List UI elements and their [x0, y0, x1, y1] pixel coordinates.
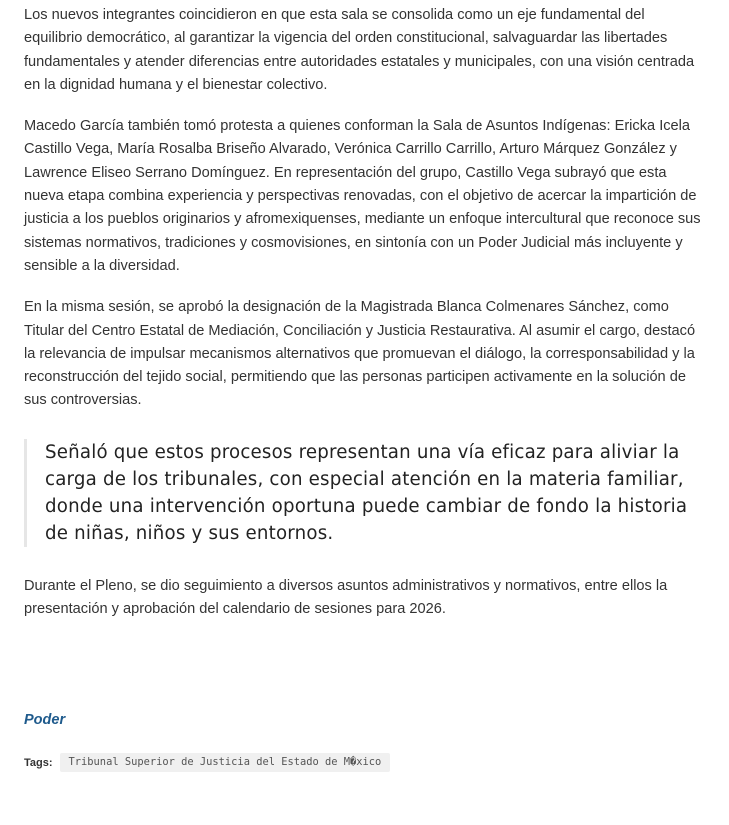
- tags-label: Tags:: [24, 756, 53, 769]
- tags-row: [24, 753, 390, 772]
- article-paragraph: Los nuevos integrantes coincidieron en que esta sala se consolida como un eje fundamental del equilibrio democrático, al garantizar la vigencia del orden constitucional, salvaguardar las libertades fundamentales y atender diferencias entre autoridades estatales y municipales, con una visión centrada en la dignidad humana y el bienestar colectivo.: [24, 7, 695, 93]
- article-paragraph: Durante el Pleno, se dio seguimiento a diversos asuntos administrativos y normativos, entre ellos la presentación y aprobación del calendario de sesiones para 2026.: [24, 577, 668, 618]
- article-body: [24, 4, 704, 639]
- pull-quote: [24, 439, 704, 547]
- category-link[interactable]: Poder: [24, 712, 66, 728]
- tag-chip[interactable]: Tribunal Superior de Justicia del Estado de M�xico: [60, 753, 391, 772]
- article-paragraph: Macedo García también tomó protesta a quienes conforman la Sala de Asuntos Indígenas: Ericka Icela Castillo Vega, María Rosalba Briseño Alvarado, Verónica Carrillo Carrillo, Arturo Márquez González y Lawrence Eliseo Serrano Domínguez. En representación del grupo, Castillo Vega subrayó que esta nueva etapa combina experiencia y perspectivas renovadas, con el objetivo de acercar la impartición de justicia a los pueblos originarios y afromexiquenses, mediante un enfoque intercultural que reconoce sus sistemas normativos, tradiciones y cosmovisiones, en sintonía con un Poder Judicial más incluyente y sensible a la diversidad.: [24, 118, 701, 274]
- article-paragraph: En la misma sesión, se aprobó la designación de la Magistrada Blanca Colmenares Sánchez, como Titular del Centro Estatal de Mediación, Conciliación y Justicia Restaurativa. Al asumir el cargo, destacó la relevancia de impulsar mecanismos alternativos que promuevan el diálogo, la corresponsabilidad y la reconstrucción del tejido social, permitiendo que las personas participen activamente en la solución de sus controversias.: [24, 299, 696, 409]
- pull-quote-text: Señaló que estos procesos representan una vía eficaz para aliviar la carga de los tribunales, con especial atención en la materia familiar, donde una intervención oportuna puede cambiar de fondo la historia de niñas, niños y sus entornos.: [45, 441, 688, 544]
